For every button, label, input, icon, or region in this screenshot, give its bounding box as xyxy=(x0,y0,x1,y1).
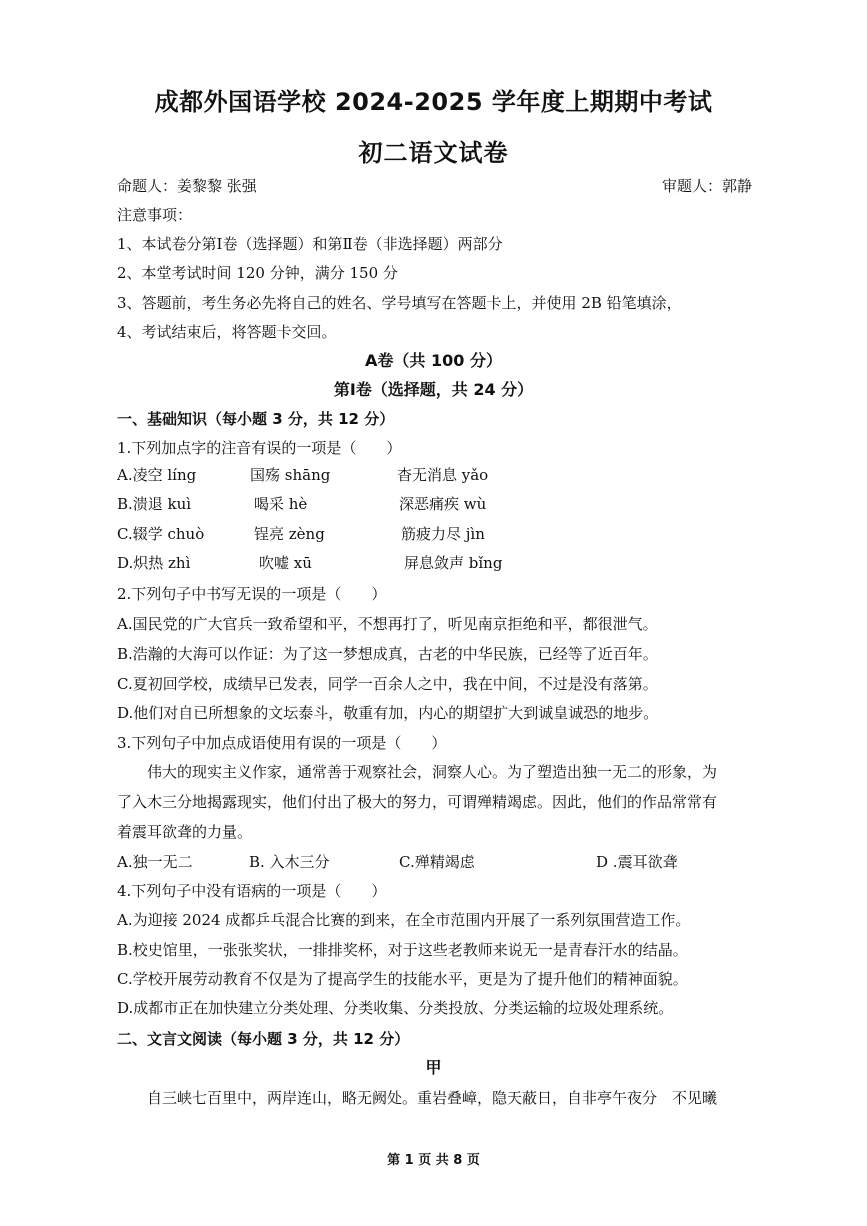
q4-option-d: D.成都市正在加快建立分类处理、分类收集、分类投放、分类运输的垃圾处理系统。 xyxy=(117,999,674,1017)
q1-option-c2: 锃亮 zèng xyxy=(254,525,325,543)
note-item: 2、本堂考试时间 120 分钟，满分 150 分 xyxy=(117,264,398,282)
q3-stem: 3.下列句子中加点成语使用有误的一项是（ ） xyxy=(117,734,447,752)
q3-passage-line: 伟大的现实主义作家，通常善于观察社会，洞察人心。为了塑造出独一无二的形象，为 xyxy=(147,763,718,781)
q2-option-c: C.夏初回学校，成绩早已发表，同学一百余人之中，我在中间，不过是没有落第。 xyxy=(117,675,658,693)
q3-option-c: C.殚精竭虑 xyxy=(399,853,475,871)
page-footer: 第 1 页 共 8 页 xyxy=(387,1153,480,1168)
author-line: 命题人：姜黎黎 张强 xyxy=(117,177,257,195)
section-2-heading: 二、文言文阅读（每小题 3 分，共 12 分） xyxy=(117,1030,410,1048)
q4-option-b: B.校史馆里，一张张奖状，一排排奖杯，对于这些老教师来说无一是青春汗水的结晶。 xyxy=(117,941,688,959)
q1-option-d2: 吹嘘 xū xyxy=(259,554,312,572)
part-1-heading: 第Ⅰ卷（选择题，共 24 分） xyxy=(333,380,534,399)
q4-stem: 4.下列句子中没有语病的一项是（ ） xyxy=(117,882,387,900)
text-jia-label: 甲 xyxy=(425,1058,442,1077)
q1-option-d1: D.炽热 zhì xyxy=(117,554,191,572)
q3-passage-line: 了入木三分地揭露现实，他们付出了极大的努力，可谓殚精竭虑。因此，他们的作品常常有 xyxy=(117,793,718,811)
q1-option-a3: 杳无消息 yǎo xyxy=(397,466,489,484)
text-jia-line: 自三峡七百里中，两岸连山，略无阙处。重岩叠嶂，隐天蔽日，自非亭午夜分 不见曦 xyxy=(147,1089,718,1107)
q1-option-b3: 深恶痛疾 wù xyxy=(399,495,487,513)
q1-option-b2: 喝采 hè xyxy=(254,495,308,513)
note-item: 4、考试结束后，将答题卡交回。 xyxy=(117,323,337,341)
q1-stem: 1.下列加点字的注音有误的一项是（ ） xyxy=(117,439,402,457)
q1-option-c1: C.辍学 chuò xyxy=(117,525,205,543)
q1-option-b1: B.溃退 kuì xyxy=(117,495,192,513)
note-item: 1、本试卷分第Ⅰ卷（选择题）和第Ⅱ卷（非选择题）两部分 xyxy=(117,235,503,253)
reviewer-line: 审题人：郭静 xyxy=(661,177,752,195)
q3-option-b: B. 入木三分 xyxy=(249,853,330,871)
q2-option-a: A.国民党的广大官兵一致希望和平，不想再打了，听见南京拒绝和平，都很泄气。 xyxy=(117,615,658,633)
q3-option-d: D .震耳欲聋 xyxy=(596,853,678,871)
exam-title: 成都外国语学校 2024-2025 学年度上期期中考试 xyxy=(154,88,713,116)
section-1-heading: 一、基础知识（每小题 3 分，共 12 分） xyxy=(117,410,395,428)
volume-a-heading: A卷（共 100 分） xyxy=(365,351,502,370)
q1-option-a2: 国殇 shāng xyxy=(250,466,331,484)
q2-option-d: D.他们对自已所想象的文坛泰斗，敬重有加，内心的期望扩大到诚皇诚恐的地步。 xyxy=(117,704,659,722)
note-item: 3、答题前，考生务必先将自己的姓名、学号填写在答题卡上，并使用 2B 铅笔填涂， xyxy=(117,294,682,312)
q2-stem: 2.下列句子中书写无误的一项是（ ） xyxy=(117,585,387,603)
exam-subtitle: 初二语文试卷 xyxy=(358,139,509,167)
q3-passage-line: 着震耳欲聋的力量。 xyxy=(117,823,253,841)
q4-option-c: C.学校开展劳动教育不仅是为了提高学生的技能水平，更是为了提升他们的精神面貌。 xyxy=(117,970,688,988)
q2-option-b: B.浩瀚的大海可以作证：为了这一梦想成真，古老的中华民族，已经等了近百年。 xyxy=(117,645,658,663)
q4-option-a: A.为迎接 2024 成都乒乓混合比赛的到来，在全市范围内开展了一系列氛围营造工作。 xyxy=(117,911,691,929)
notes-heading: 注意事项： xyxy=(117,206,193,224)
q1-option-d3: 屏息敛声 bǐng xyxy=(404,554,503,572)
q1-option-c3: 筋疲力尽 jìn xyxy=(401,525,485,543)
q3-option-a: A.独一无二 xyxy=(117,853,193,871)
q1-option-a1: A.凌空 líng xyxy=(117,466,197,484)
